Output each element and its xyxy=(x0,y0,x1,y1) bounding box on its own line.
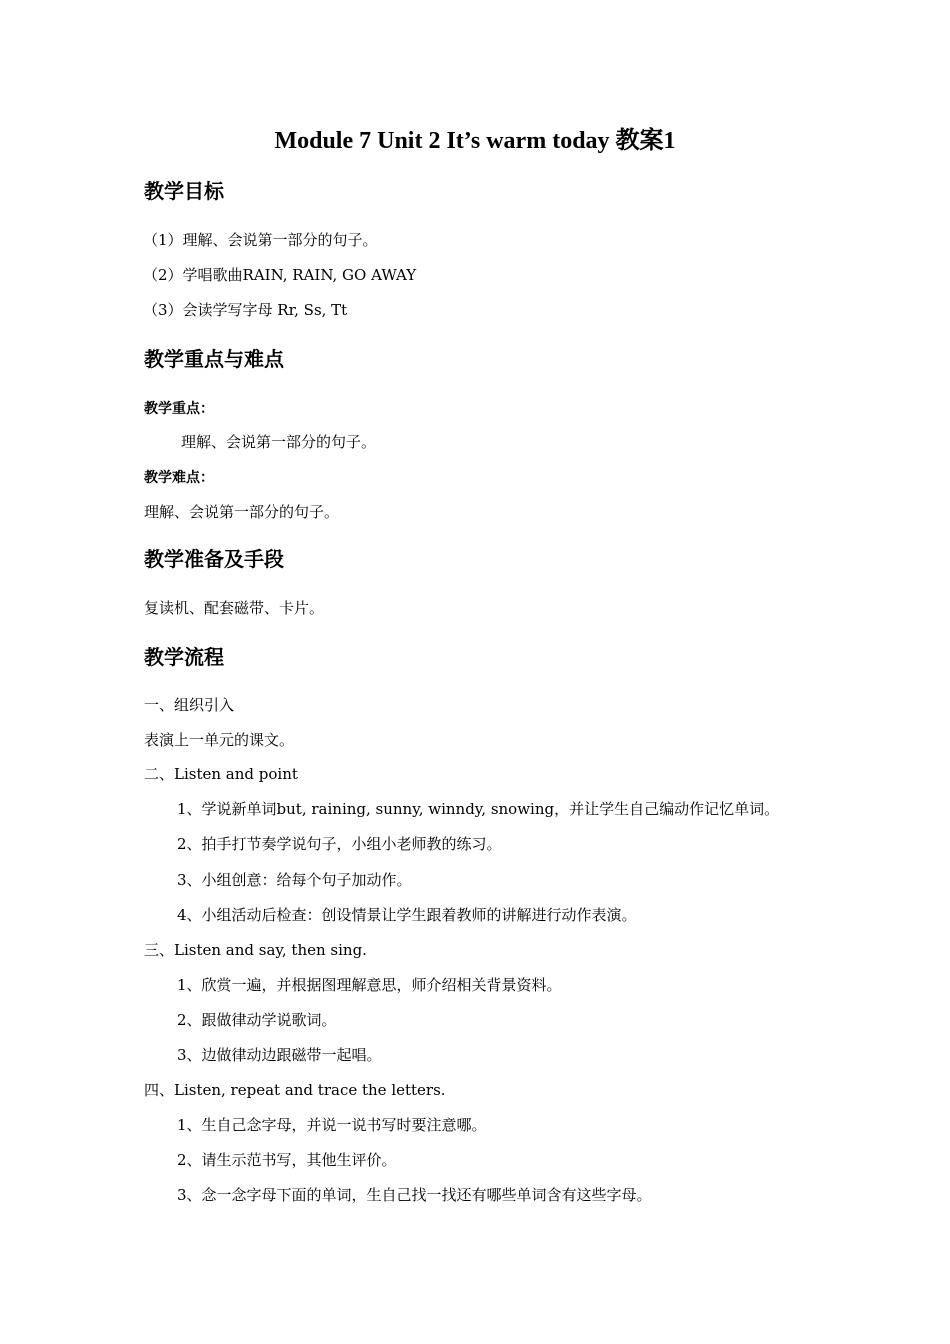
procedure-heading: 教学流程 xyxy=(144,645,224,669)
key-points-heading: 教学重点与难点 xyxy=(144,347,284,371)
preparation-text: 复读机、配套磁带、卡片。 xyxy=(144,599,325,617)
step1-title: 一、组织引入 xyxy=(144,696,235,714)
step4-item: 1、生自己念字母，并说一说书写时要注意哪。 xyxy=(177,1116,487,1134)
step2-item: 1、学说新单词but, raining, sunny, winndy, snowing，并让学生自己编动作记忆单词。 xyxy=(177,800,780,818)
step2-title: 二、Listen and point xyxy=(144,765,298,783)
focus-label: 教学重点： xyxy=(144,401,214,417)
step2-item: 4、小组活动后检查：创设情景让学生跟着教师的讲解进行动作表演。 xyxy=(177,906,637,924)
step3-item: 1、欣赏一遍，并根据图理解意思，师介绍相关背景资料。 xyxy=(177,976,562,994)
preparation-heading: 教学准备及手段 xyxy=(144,547,284,571)
difficulty-label: 教学难点： xyxy=(144,470,214,486)
step4-title: 四、Listen, repeat and trace the letters. xyxy=(144,1081,446,1099)
objective-item: （2）学唱歌曲RAIN, RAIN, GO AWAY xyxy=(143,266,417,284)
step3-item: 2、跟做律动学说歌词。 xyxy=(177,1011,337,1029)
document-title: Module 7 Unit 2 It’s warm today 教案1 xyxy=(274,128,676,154)
step3-item: 3、边做律动边跟磁带一起唱。 xyxy=(177,1046,382,1064)
objective-item: （3）会读学写字母 Rr, Ss, Tt xyxy=(143,301,348,319)
step1-text: 表演上一单元的课文。 xyxy=(144,731,295,749)
step2-item: 3、小组创意：给每个句子加动作。 xyxy=(177,871,412,889)
step4-item: 3、念一念字母下面的单词，生自己找一找还有哪些单词含有这些字母。 xyxy=(177,1186,652,1204)
difficulty-text: 理解、会说第一部分的句子。 xyxy=(144,503,340,521)
focus-text: 理解、会说第一部分的句子。 xyxy=(181,433,377,451)
objective-item: （1）理解、会说第一部分的句子。 xyxy=(143,231,378,249)
objectives-heading: 教学目标 xyxy=(144,179,224,203)
step4-item: 2、请生示范书写，其他生评价。 xyxy=(177,1151,397,1169)
step2-item: 2、拍手打节奏学说句子，小组小老师教的练习。 xyxy=(177,835,502,853)
step3-title: 三、Listen and say, then sing. xyxy=(144,941,367,959)
